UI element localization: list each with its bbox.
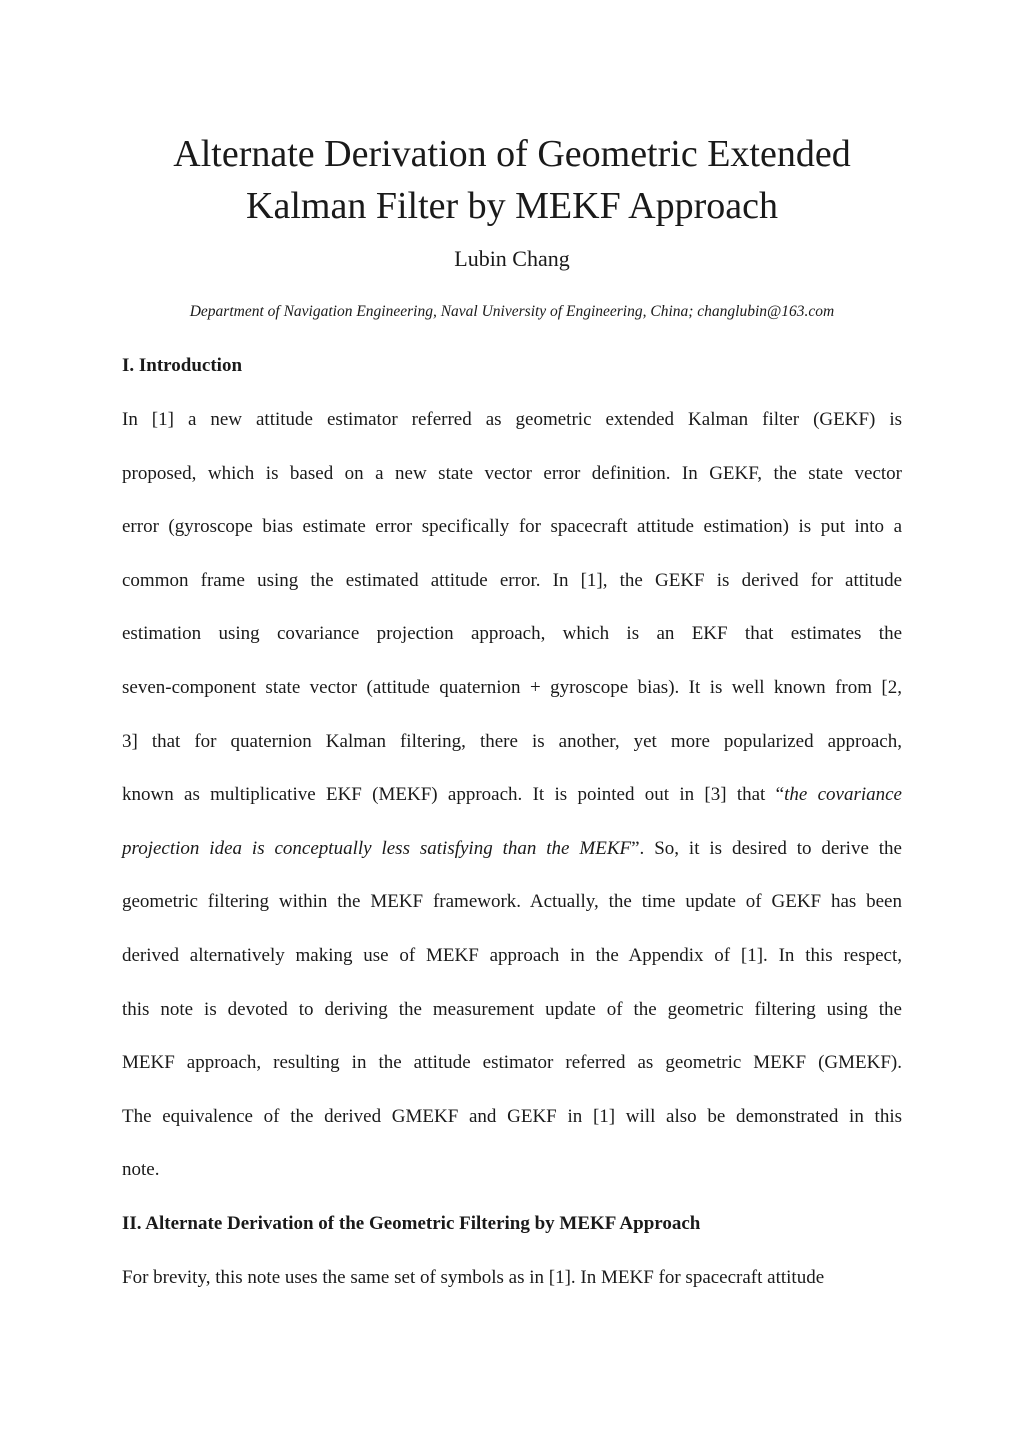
paragraph-line: seven-component state vector (attitude quaternion + gyroscope bias). It is well known from [2,	[122, 676, 902, 698]
paragraph-line-text: known as multiplicative EKF (MEKF) approach. It is pointed out in [3] that “	[122, 784, 785, 806]
paragraph-line: MEKF approach, resulting in the attitude estimator referred as geometric MEKF (GMEKF).	[122, 1052, 902, 1074]
section-heading-introduction: I. Introduction	[122, 355, 243, 376]
section-heading-alternate-derivation: II. Alternate Derivation of the Geometric Filtering by MEKF Approach	[122, 1213, 701, 1234]
quotation-italic: the covariance	[784, 784, 902, 806]
paper-title-line-2: Kalman Filter by MEKF Approach	[246, 185, 778, 227]
paragraph-line: geometric filtering within the MEKF framework. Actually, the time update of GEKF has been	[122, 891, 902, 913]
paragraph-line	[122, 768, 902, 822]
paragraph-line: 3] that for quaternion Kalman filtering, there is another, yet more popularized approach,	[122, 730, 902, 752]
quotation-italic: projection idea is conceptually less satisfying than the MEKF	[122, 837, 632, 859]
paragraph-line	[122, 822, 902, 876]
paragraph-line: estimation using covariance projection approach, which is an EKF that estimates the	[122, 623, 902, 645]
derivation-paragraph	[122, 1251, 902, 1305]
paragraph-line: error (gyroscope bias estimate error specifically for spacecraft attitude estimation) is put into a	[122, 516, 902, 538]
author-affiliation: Department of Navigation Engineering, Naval University of Engineering, China; changlubin@163.com	[189, 303, 835, 320]
paragraph-line: this note is devoted to deriving the measurement update of the geometric filtering using the	[122, 998, 902, 1020]
paragraph-line: proposed, which is based on a new state vector error definition. In GEKF, the state vector	[122, 462, 902, 484]
paragraph-line: For brevity, this note uses the same set of symbols as in [1]. In MEKF for spacecraft attitude	[122, 1267, 825, 1288]
paragraph-line: common frame using the estimated attitude error. In [1], the GEKF is derived for attitude	[122, 569, 902, 591]
paragraph-line: note.	[122, 1159, 160, 1181]
author-name: Lubin Chang	[454, 246, 570, 271]
paragraph-line: derived alternatively making use of MEKF approach in the Appendix of [1]. In this respect,	[122, 944, 902, 966]
paper-title-line-1: Alternate Derivation of Geometric Extended	[173, 133, 851, 175]
paragraph-line: In [1] a new attitude estimator referred as geometric extended Kalman filter (GEKF) is	[122, 409, 902, 430]
introduction-paragraph	[122, 393, 902, 1197]
paper-title	[0, 128, 1024, 232]
paragraph-line: The equivalence of the derived GMEKF and GEKF in [1] will also be demonstrated in this	[122, 1105, 902, 1127]
paragraph-line-text: ”. So, it is desired to derive the	[631, 837, 902, 859]
